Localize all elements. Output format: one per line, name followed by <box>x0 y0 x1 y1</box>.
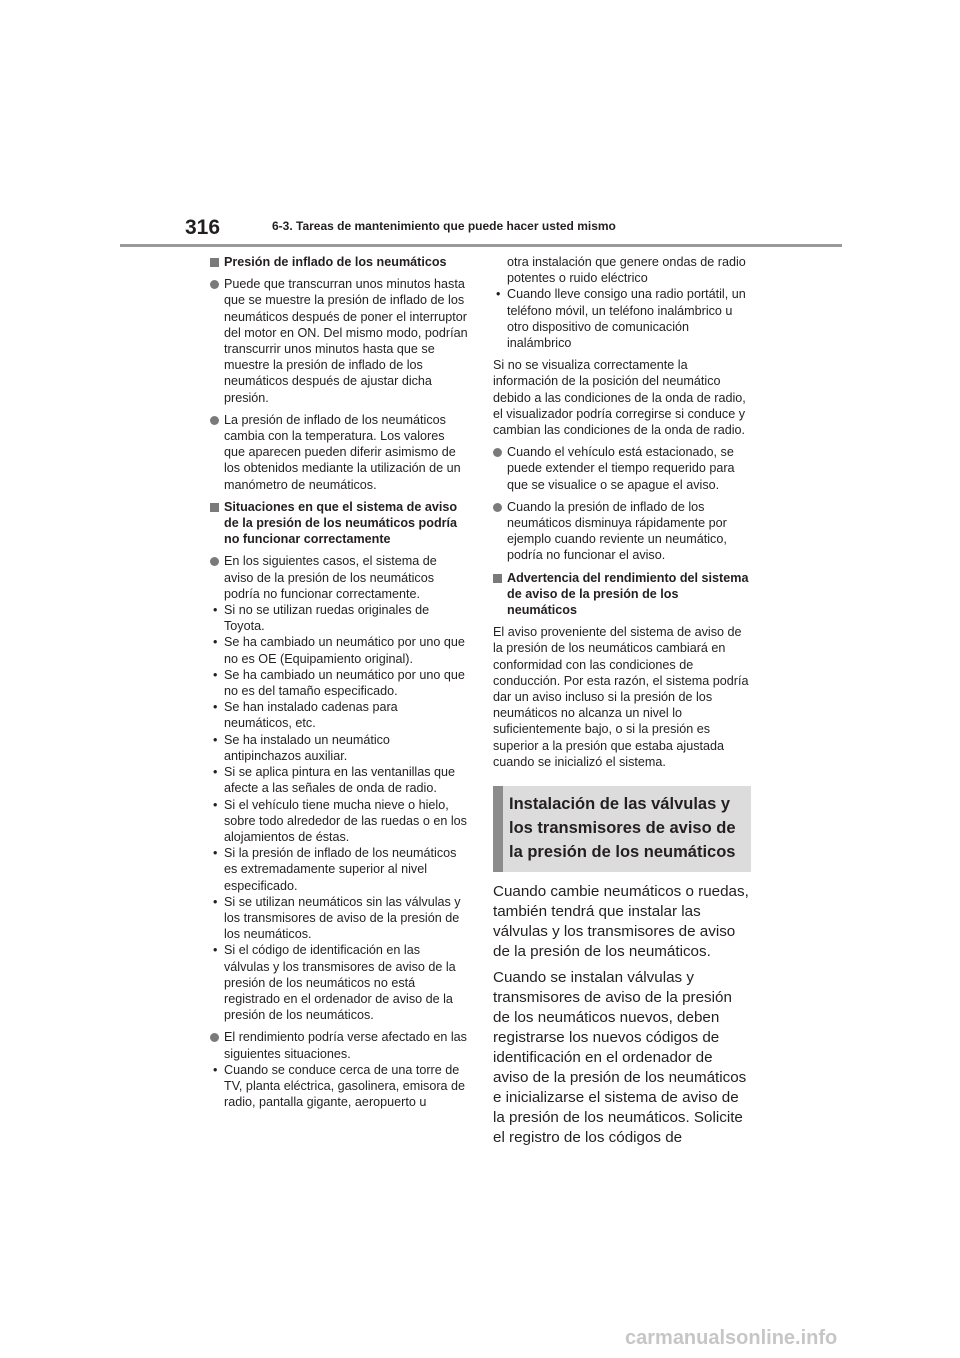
circle-bullet-icon <box>210 1033 219 1042</box>
circle-bullet-icon <box>493 448 502 457</box>
bullet-item: • Se ha cambiado un neumático por uno que no es del tamaño especificado. <box>213 667 465 699</box>
circle-bullet-icon <box>493 503 502 512</box>
bullet-item: • Si la presión de inflado de los neumáticos es extremadamente superior al nivel especificado. <box>213 846 457 893</box>
page-number: 316 <box>185 216 221 239</box>
list-item: Cuando el vehículo está estacionado, se puede extender el tiempo requerido para que se visualice o se apague el aviso. <box>493 444 751 493</box>
bullet-item: • Si se aplica pintura en las ventanillas que afecte a las señales de onda de radio. <box>213 765 456 796</box>
bullet-item: • Cuando se conduce cerca de una torre de TV, planta eléctrica, gasolinera, emisora de radio, pantalla gigante, aeropuerto u <box>213 1062 466 1110</box>
bullet-item: • Si el código de identificación en las válvulas y los transmisores de aviso de la presión de los neumáticos no está registrado en el ordenador de aviso de la presión de los neumáticos. <box>213 943 456 1023</box>
list-item: Puede que transcurran unos minutos hasta que se muestre la presión de inflado de los neumáticos después de poner el interruptor del motor en ON. Del mismo modo, podrían transcurrir unos minutos hasta que se muestre la presión de inflado de los neumáticos después de ajustar dicha presión. <box>210 276 468 406</box>
bullet-item: • Si se utilizan neumáticos sin las válvulas y los transmisores de aviso de la presión de los neumáticos. <box>213 894 461 942</box>
bullet-item: • Cuando lleve consigo una radio portátil, un teléfono móvil, un teléfono inalámbrico u otro dispositivo de comunicación inalámbrico <box>496 287 746 351</box>
square-bullet-icon <box>210 258 219 267</box>
list-item: El rendimiento podría verse afectado en las siguientes situaciones. <box>210 1029 468 1061</box>
paragraph: Cuando se instalan válvulas y transmisores de aviso de la presión de los neumáticos nuevos, deben registrarse los nuevos códigos de identificación en el ordenador de aviso de la presión de los neumáticos e inicializarse el sistema de aviso de la presión de los neumáticos. Solicite el registro de los códigos de <box>493 969 747 1147</box>
square-bullet-icon <box>210 503 219 512</box>
right-column <box>493 254 751 1154</box>
section-header: 6-3. Tareas de mantenimiento que puede hacer usted mismo <box>272 219 616 233</box>
square-bullet-icon <box>493 574 502 583</box>
bullet-item: • Se han instalado cadenas para neumáticos, etc. <box>213 700 398 731</box>
paragraph: Si no se visualiza correctamente la información de la posición del neumático debido a las condiciones de la onda de radio, el visualizador podría corregirse si conduce y cambian las condiciones de la onda de radio. <box>493 358 746 438</box>
section-heading: Instalación de las válvulas y los transmisores de aviso de la presión de los neumáticos <box>493 786 751 872</box>
list-item: En los siguientes casos, el sistema de aviso de la presión de los neumáticos podría no funcionar correctamente. <box>210 553 468 602</box>
section-title: Advertencia del rendimiento del sistema de aviso de la presión de los neumáticos <box>493 570 751 619</box>
bullet-item: • Si no se utilizan ruedas originales de Toyota. <box>213 603 430 634</box>
header-rule <box>120 244 842 247</box>
watermark: carmanualsonline.info <box>625 1327 838 1349</box>
circle-bullet-icon <box>210 557 219 566</box>
section-title: Situaciones en que el sistema de aviso de la presión de los neumáticos podría no funcionar correctamente <box>210 499 468 548</box>
circle-bullet-icon <box>210 280 219 289</box>
left-column <box>210 254 468 1110</box>
circle-bullet-icon <box>210 416 219 425</box>
continued-text: otra instalación que genere ondas de radio potentes o ruido eléctrico <box>507 255 746 286</box>
list-item: Cuando la presión de inflado de los neumáticos disminuya rápidamente por ejemplo cuando reviente un neumático, podría no funcionar el aviso. <box>493 499 751 564</box>
paragraph: El aviso proveniente del sistema de aviso de la presión de los neumáticos cambiará en conformidad con las condiciones de conducción. Por esta razón, el sistema podría dar un aviso incluso si la presión de los neumáticos no alcanza un nivel lo suficientemente bajo, o si la presión es superior a la presión que estaba ajustada cuando se inicializó el sistema. <box>493 625 749 769</box>
bullet-item: • Se ha cambiado un neumático por uno que no es OE (Equipamiento original). <box>213 635 465 666</box>
list-item: La presión de inflado de los neumáticos cambia con la temperatura. Los valores que aparecen pueden diferir asimismo de los obtenidos mediante la utilización de un manómetro de neumáticos. <box>210 412 468 493</box>
bullet-item: • Si el vehículo tiene mucha nieve o hielo, sobre todo alrededor de las ruedas o en los alojamientos de éstas. <box>213 797 467 844</box>
bullet-item: • Se ha instalado un neumático antipinchazos auxiliar. <box>213 732 390 763</box>
section-title: Presión de inflado de los neumáticos <box>210 254 468 270</box>
paragraph: Cuando cambie neumáticos o ruedas, también tendrá que instalar las válvulas y los transmisores de aviso de la presión de los neumáticos. <box>493 883 749 961</box>
